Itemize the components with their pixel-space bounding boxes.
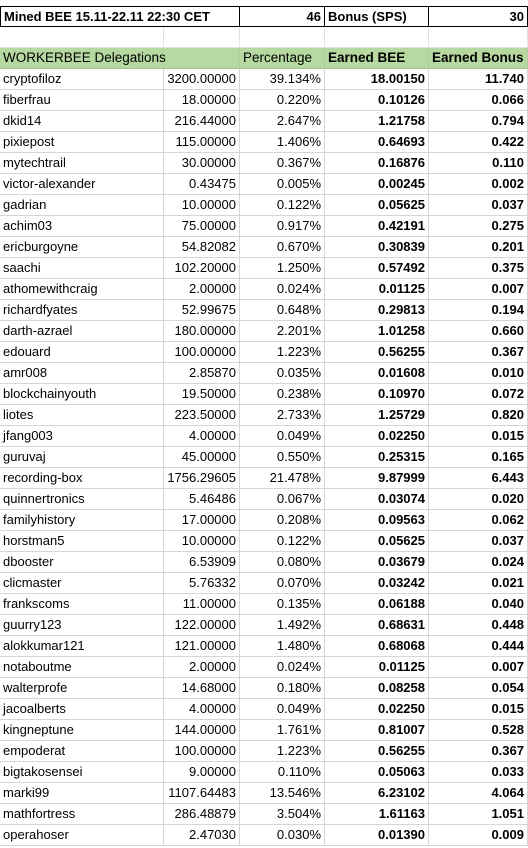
percentage-cell[interactable]: 0.648% [240, 300, 325, 321]
table-row [0, 384, 528, 405]
earned-bonus-cell[interactable]: 0.194 [429, 300, 528, 321]
table-row [0, 594, 528, 615]
delegator-name-cell[interactable]: empoderat [0, 741, 164, 762]
earned-bonus-cell[interactable]: 0.007 [429, 657, 528, 678]
percentage-cell[interactable]: 0.122% [240, 531, 325, 552]
table-row [0, 69, 528, 90]
earned-bonus-cell[interactable]: 0.367 [429, 342, 528, 363]
earned-bee-cell[interactable]: 0.56255 [325, 741, 429, 762]
amount-cell[interactable]: 9.00000 [164, 762, 240, 783]
amount-cell[interactable]: 115.00000 [164, 132, 240, 153]
delegator-name-cell[interactable]: gadrian [0, 195, 164, 216]
delegator-name-cell[interactable]: darth-azrael [0, 321, 164, 342]
amount-cell[interactable]: 121.00000 [164, 636, 240, 657]
amount-cell[interactable]: 18.00000 [164, 90, 240, 111]
percentage-cell[interactable]: 0.238% [240, 384, 325, 405]
earned-bee-cell[interactable]: 1.21758 [325, 111, 429, 132]
earned-bonus-cell[interactable]: 0.794 [429, 111, 528, 132]
amount-cell[interactable]: 5.76332 [164, 573, 240, 594]
earned-bonus-cell[interactable]: 0.007 [429, 279, 528, 300]
earned-bonus-cell[interactable]: 6.443 [429, 468, 528, 489]
delegator-name-cell[interactable]: operahoser [0, 825, 164, 846]
earned-bonus-cell[interactable]: 0.422 [429, 132, 528, 153]
table-row [0, 111, 528, 132]
earned-bonus-cell[interactable]: 0.375 [429, 258, 528, 279]
percentage-cell[interactable]: 1.492% [240, 615, 325, 636]
percentage-cell[interactable]: 0.080% [240, 552, 325, 573]
amount-cell[interactable]: 122.00000 [164, 615, 240, 636]
earned-bonus-cell[interactable]: 0.015 [429, 699, 528, 720]
amount-cell[interactable]: 6.53909 [164, 552, 240, 573]
amount-cell[interactable]: 17.00000 [164, 510, 240, 531]
earned-bonus-cell[interactable]: 0.024 [429, 552, 528, 573]
percentage-cell[interactable]: 0.220% [240, 90, 325, 111]
delegator-name-cell[interactable]: horstman5 [0, 531, 164, 552]
empty-cell[interactable] [429, 27, 528, 48]
earned-bonus-cell[interactable]: 0.020 [429, 489, 528, 510]
header-delegations[interactable]: WORKERBEE Delegations [0, 48, 240, 69]
amount-cell[interactable]: 2.00000 [164, 657, 240, 678]
table-row [0, 489, 528, 510]
earned-bee-cell[interactable]: 0.01390 [325, 825, 429, 846]
delegator-name-cell[interactable]: victor-alexander [0, 174, 164, 195]
earned-bonus-cell[interactable]: 0.201 [429, 237, 528, 258]
delegator-name-cell[interactable]: recording-box [0, 468, 164, 489]
earned-bee-cell[interactable]: 0.25315 [325, 447, 429, 468]
amount-cell[interactable]: 54.82082 [164, 237, 240, 258]
empty-cell[interactable] [164, 27, 240, 48]
percentage-cell[interactable]: 3.504% [240, 804, 325, 825]
earned-bee-cell[interactable]: 0.01608 [325, 363, 429, 384]
percentage-cell[interactable]: 0.067% [240, 489, 325, 510]
earned-bee-cell[interactable]: 9.87999 [325, 468, 429, 489]
earned-bee-cell[interactable]: 0.09563 [325, 510, 429, 531]
amount-cell[interactable]: 75.00000 [164, 216, 240, 237]
earned-bee-cell[interactable]: 0.02250 [325, 426, 429, 447]
earned-bee-cell[interactable]: 0.42191 [325, 216, 429, 237]
amount-cell[interactable]: 4.00000 [164, 699, 240, 720]
earned-bee-cell[interactable]: 0.56255 [325, 342, 429, 363]
earned-bonus-cell[interactable]: 0.021 [429, 573, 528, 594]
earned-bee-cell[interactable]: 0.57492 [325, 258, 429, 279]
amount-cell[interactable]: 45.00000 [164, 447, 240, 468]
bonus-value-cell[interactable]: 30 [429, 6, 528, 27]
table-row [0, 195, 528, 216]
table-row [0, 216, 528, 237]
table-row [0, 762, 528, 783]
earned-bonus-cell[interactable]: 0.820 [429, 405, 528, 426]
earned-bee-cell[interactable]: 0.05063 [325, 762, 429, 783]
earned-bee-cell[interactable]: 6.23102 [325, 783, 429, 804]
amount-cell[interactable]: 144.00000 [164, 720, 240, 741]
delegator-name-cell[interactable]: kingneptune [0, 720, 164, 741]
bonus-label-cell[interactable]: Bonus (SPS) [325, 6, 429, 27]
percentage-cell[interactable]: 21.478% [240, 468, 325, 489]
table-row [0, 153, 528, 174]
earned-bonus-cell[interactable]: 0.062 [429, 510, 528, 531]
delegator-name-cell[interactable]: alokkumar121 [0, 636, 164, 657]
percentage-cell[interactable]: 0.049% [240, 699, 325, 720]
earned-bonus-cell[interactable]: 0.367 [429, 741, 528, 762]
earned-bonus-cell[interactable]: 0.010 [429, 363, 528, 384]
earned-bee-cell[interactable]: 0.00245 [325, 174, 429, 195]
delegator-name-cell[interactable]: ericburgoyne [0, 237, 164, 258]
percentage-cell[interactable]: 1.250% [240, 258, 325, 279]
percentage-cell[interactable]: 0.550% [240, 447, 325, 468]
delegator-name-cell[interactable]: clicmaster [0, 573, 164, 594]
earned-bonus-cell[interactable]: 0.165 [429, 447, 528, 468]
percentage-cell[interactable]: 2.647% [240, 111, 325, 132]
amount-cell[interactable]: 10.00000 [164, 195, 240, 216]
earned-bee-cell[interactable]: 1.25729 [325, 405, 429, 426]
amount-cell[interactable]: 223.50000 [164, 405, 240, 426]
earned-bonus-cell[interactable]: 0.072 [429, 384, 528, 405]
earned-bee-cell[interactable]: 0.03242 [325, 573, 429, 594]
header-percentage[interactable]: Percentage [240, 48, 325, 69]
delegator-name-cell[interactable]: athomewithcraig [0, 279, 164, 300]
percentage-cell[interactable]: 2.201% [240, 321, 325, 342]
earned-bonus-cell[interactable]: 1.051 [429, 804, 528, 825]
earned-bonus-cell[interactable]: 0.037 [429, 531, 528, 552]
table-row [0, 447, 528, 468]
percentage-cell[interactable]: 13.546% [240, 783, 325, 804]
earned-bee-cell[interactable]: 1.61163 [325, 804, 429, 825]
earned-bonus-cell[interactable]: 0.448 [429, 615, 528, 636]
empty-cell[interactable] [240, 27, 325, 48]
earned-bee-cell[interactable]: 0.81007 [325, 720, 429, 741]
earned-bee-cell[interactable]: 1.01258 [325, 321, 429, 342]
earned-bee-cell[interactable]: 0.16876 [325, 153, 429, 174]
earned-bee-cell[interactable]: 0.64693 [325, 132, 429, 153]
table-row [0, 825, 528, 846]
delegator-name-cell[interactable]: jacoalberts [0, 699, 164, 720]
table-row [0, 258, 528, 279]
earned-bee-cell[interactable]: 0.68068 [325, 636, 429, 657]
table-row [0, 699, 528, 720]
earned-bonus-cell[interactable]: 0.066 [429, 90, 528, 111]
delegator-name-cell[interactable]: blockchainyouth [0, 384, 164, 405]
delegator-name-cell[interactable]: cryptofiloz [0, 69, 164, 90]
percentage-cell[interactable]: 1.761% [240, 720, 325, 741]
earned-bee-cell[interactable]: 0.08258 [325, 678, 429, 699]
delegator-name-cell[interactable]: marki99 [0, 783, 164, 804]
table-row [0, 174, 528, 195]
empty-cell[interactable] [0, 27, 164, 48]
delegator-name-cell[interactable]: mathfortress [0, 804, 164, 825]
earned-bonus-cell[interactable]: 0.040 [429, 594, 528, 615]
delegator-name-cell[interactable]: walterprofe [0, 678, 164, 699]
table-row [0, 783, 528, 804]
amount-cell[interactable]: 5.46486 [164, 489, 240, 510]
percentage-cell[interactable]: 0.049% [240, 426, 325, 447]
blank-row [0, 27, 528, 48]
percentage-cell[interactable]: 0.367% [240, 153, 325, 174]
table-row [0, 657, 528, 678]
percentage-cell[interactable]: 1.223% [240, 342, 325, 363]
earned-bee-cell[interactable]: 0.03074 [325, 489, 429, 510]
earned-bee-cell[interactable]: 0.05625 [325, 195, 429, 216]
table-row [0, 90, 528, 111]
mined-value-cell[interactable]: 46 [240, 6, 325, 27]
table-row [0, 636, 528, 657]
percentage-cell[interactable]: 0.024% [240, 279, 325, 300]
earned-bonus-cell[interactable]: 4.064 [429, 783, 528, 804]
earned-bee-cell[interactable]: 0.05625 [325, 531, 429, 552]
earned-bee-cell[interactable]: 0.30839 [325, 237, 429, 258]
table-row [0, 510, 528, 531]
percentage-cell[interactable]: 0.180% [240, 678, 325, 699]
delegator-name-cell[interactable]: fiberfrau [0, 90, 164, 111]
delegator-name-cell[interactable]: guurry123 [0, 615, 164, 636]
earned-bonus-cell[interactable]: 0.444 [429, 636, 528, 657]
amount-cell[interactable]: 100.00000 [164, 342, 240, 363]
table-row [0, 468, 528, 489]
table-row [0, 531, 528, 552]
header-earned-bee[interactable]: Earned BEE [325, 48, 429, 69]
amount-cell[interactable]: 102.20000 [164, 258, 240, 279]
empty-cell[interactable] [325, 27, 429, 48]
table-row [0, 426, 528, 447]
earned-bonus-cell[interactable]: 0.037 [429, 195, 528, 216]
table-row [0, 279, 528, 300]
table-row [0, 300, 528, 321]
percentage-cell[interactable]: 0.005% [240, 174, 325, 195]
earned-bonus-cell[interactable]: 0.009 [429, 825, 528, 846]
earned-bee-cell[interactable]: 0.10970 [325, 384, 429, 405]
amount-cell[interactable]: 52.99675 [164, 300, 240, 321]
earned-bee-cell[interactable]: 0.01125 [325, 279, 429, 300]
percentage-cell[interactable]: 1.480% [240, 636, 325, 657]
earned-bee-cell[interactable]: 18.00150 [325, 69, 429, 90]
earned-bonus-cell[interactable]: 0.033 [429, 762, 528, 783]
table-row [0, 720, 528, 741]
percentage-cell[interactable]: 0.035% [240, 363, 325, 384]
table-row [0, 237, 528, 258]
earned-bonus-cell[interactable]: 0.528 [429, 720, 528, 741]
delegator-name-cell[interactable]: dbooster [0, 552, 164, 573]
delegator-name-cell[interactable]: quinnertronics [0, 489, 164, 510]
table-row [0, 552, 528, 573]
earned-bee-cell[interactable]: 0.68631 [325, 615, 429, 636]
delegator-name-cell[interactable]: guruvaj [0, 447, 164, 468]
amount-cell[interactable]: 180.00000 [164, 321, 240, 342]
earned-bee-cell[interactable]: 0.29813 [325, 300, 429, 321]
earned-bee-cell[interactable]: 0.03679 [325, 552, 429, 573]
amount-cell[interactable]: 3200.00000 [164, 69, 240, 90]
earned-bonus-cell[interactable]: 0.015 [429, 426, 528, 447]
percentage-cell[interactable]: 0.030% [240, 825, 325, 846]
amount-cell[interactable]: 30.00000 [164, 153, 240, 174]
percentage-cell[interactable]: 0.070% [240, 573, 325, 594]
delegator-name-cell[interactable]: dkid14 [0, 111, 164, 132]
amount-cell[interactable]: 286.48879 [164, 804, 240, 825]
header-earned-bonus[interactable]: Earned Bonus [429, 48, 528, 69]
amount-cell[interactable]: 19.50000 [164, 384, 240, 405]
percentage-cell[interactable]: 0.110% [240, 762, 325, 783]
delegator-name-cell[interactable]: achim03 [0, 216, 164, 237]
amount-cell[interactable]: 2.85870 [164, 363, 240, 384]
percentage-cell[interactable]: 0.917% [240, 216, 325, 237]
table-row [0, 573, 528, 594]
delegator-name-cell[interactable]: amr008 [0, 363, 164, 384]
table-row [0, 132, 528, 153]
earned-bonus-cell[interactable]: 0.660 [429, 321, 528, 342]
delegator-name-cell[interactable]: liotes [0, 405, 164, 426]
percentage-cell[interactable]: 1.406% [240, 132, 325, 153]
table-row [0, 804, 528, 825]
percentage-cell[interactable]: 0.024% [240, 657, 325, 678]
amount-cell[interactable]: 11.00000 [164, 594, 240, 615]
delegator-name-cell[interactable]: mytechtrail [0, 153, 164, 174]
delegator-name-cell[interactable]: frankscoms [0, 594, 164, 615]
percentage-cell[interactable]: 1.223% [240, 741, 325, 762]
earned-bonus-cell[interactable]: 0.110 [429, 153, 528, 174]
summary-row [0, 6, 528, 27]
amount-cell[interactable]: 100.00000 [164, 741, 240, 762]
percentage-cell[interactable]: 0.135% [240, 594, 325, 615]
table-row [0, 741, 528, 762]
earned-bee-cell[interactable]: 0.06188 [325, 594, 429, 615]
amount-cell[interactable]: 1107.64483 [164, 783, 240, 804]
amount-cell[interactable]: 14.68000 [164, 678, 240, 699]
percentage-cell[interactable]: 39.134% [240, 69, 325, 90]
delegator-name-cell[interactable]: jfang003 [0, 426, 164, 447]
earned-bee-cell[interactable]: 0.02250 [325, 699, 429, 720]
earned-bonus-cell[interactable]: 11.740 [429, 69, 528, 90]
earned-bonus-cell[interactable]: 0.054 [429, 678, 528, 699]
delegator-name-cell[interactable]: familyhistory [0, 510, 164, 531]
table-row [0, 363, 528, 384]
percentage-cell[interactable]: 0.670% [240, 237, 325, 258]
amount-cell[interactable]: 1756.29605 [164, 468, 240, 489]
amount-cell[interactable]: 2.47030 [164, 825, 240, 846]
delegator-name-cell[interactable]: pixiepost [0, 132, 164, 153]
earned-bonus-cell[interactable]: 0.002 [429, 174, 528, 195]
table-row [0, 405, 528, 426]
delegator-name-cell[interactable]: saachi [0, 258, 164, 279]
earned-bee-cell[interactable]: 0.01125 [325, 657, 429, 678]
percentage-cell[interactable]: 2.733% [240, 405, 325, 426]
amount-cell[interactable]: 4.00000 [164, 426, 240, 447]
table-row [0, 342, 528, 363]
amount-cell[interactable]: 2.00000 [164, 279, 240, 300]
table-row [0, 321, 528, 342]
amount-cell[interactable]: 0.43475 [164, 174, 240, 195]
delegator-name-cell[interactable]: richardfyates [0, 300, 164, 321]
table-row [0, 678, 528, 699]
earned-bee-cell[interactable]: 0.10126 [325, 90, 429, 111]
earned-bonus-cell[interactable]: 0.275 [429, 216, 528, 237]
amount-cell[interactable]: 216.44000 [164, 111, 240, 132]
table-row [0, 615, 528, 636]
delegator-name-cell[interactable]: edouard [0, 342, 164, 363]
percentage-cell[interactable]: 0.208% [240, 510, 325, 531]
mined-label-cell[interactable]: Mined BEE 15.11-22.11 22:30 CET [0, 6, 240, 27]
amount-cell[interactable]: 10.00000 [164, 531, 240, 552]
delegator-name-cell[interactable]: notaboutme [0, 657, 164, 678]
table-header-row [0, 48, 528, 69]
percentage-cell[interactable]: 0.122% [240, 195, 325, 216]
delegator-name-cell[interactable]: bigtakosensei [0, 762, 164, 783]
